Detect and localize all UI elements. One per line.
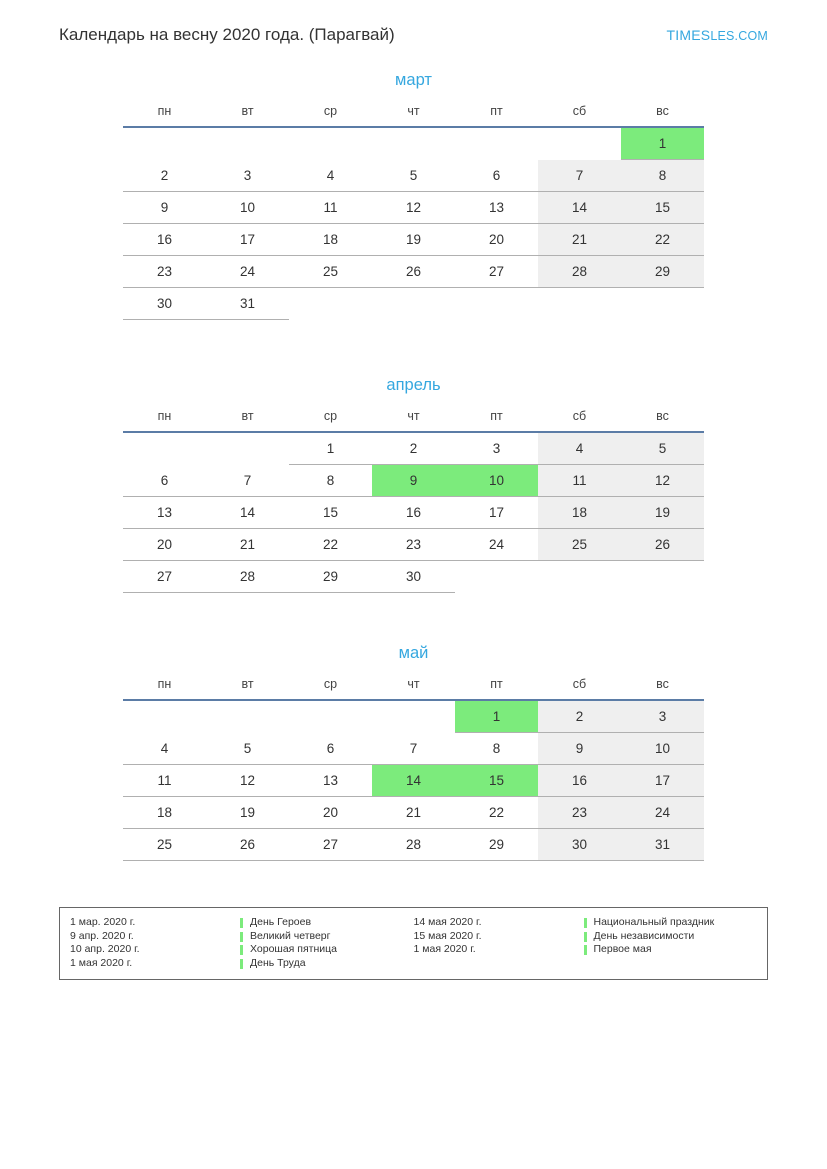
- day-cell-empty: [372, 127, 455, 160]
- day-cell[interactable]: 7: [372, 733, 455, 765]
- day-cell[interactable]: 19: [372, 224, 455, 256]
- day-cell-holiday[interactable]: 15: [455, 765, 538, 797]
- day-cell[interactable]: 24: [621, 797, 704, 829]
- week-row: [123, 256, 704, 288]
- day-cell-empty: [372, 288, 455, 320]
- day-cell[interactable]: 29: [289, 561, 372, 593]
- day-cell[interactable]: 28: [372, 829, 455, 861]
- weekday-header: чт: [372, 99, 455, 127]
- day-cell[interactable]: 9: [123, 192, 206, 224]
- day-cell[interactable]: 23: [123, 256, 206, 288]
- day-cell[interactable]: 21: [206, 529, 289, 561]
- legend-holiday-name: Первое мая: [584, 943, 758, 957]
- legend-date: 1 мар. 2020 г.: [70, 916, 136, 928]
- weekday-header: пт: [455, 404, 538, 432]
- week-row: [123, 160, 704, 192]
- day-cell[interactable]: 16: [372, 497, 455, 529]
- day-cell[interactable]: 11: [123, 765, 206, 797]
- day-cell[interactable]: 13: [123, 497, 206, 529]
- day-cell[interactable]: 8: [289, 465, 372, 497]
- day-cell-empty: [206, 432, 289, 465]
- day-cell-empty: [455, 127, 538, 160]
- weekday-header: вт: [206, 99, 289, 127]
- day-cell[interactable]: 22: [289, 529, 372, 561]
- weekday-header: пн: [123, 404, 206, 432]
- day-cell[interactable]: 4: [538, 432, 621, 465]
- brand-les: LES.COM: [710, 29, 768, 43]
- month-block: [123, 71, 704, 320]
- legend-holiday-name: День Труда: [240, 957, 414, 971]
- legend-column: [414, 916, 758, 970]
- day-cell-empty: [372, 700, 455, 733]
- day-cell-empty: [455, 288, 538, 320]
- day-cell[interactable]: 7: [206, 465, 289, 497]
- day-cell[interactable]: 10: [621, 733, 704, 765]
- week-row: [123, 192, 704, 224]
- month-title: май: [398, 644, 429, 662]
- weekday-header: сб: [538, 672, 621, 700]
- day-cell-empty: [206, 700, 289, 733]
- day-cell-empty: [289, 127, 372, 160]
- weekday-header: пн: [123, 99, 206, 127]
- week-row: [123, 465, 704, 497]
- legend-date: 15 мая 2020 г.: [413, 929, 482, 942]
- day-cell-empty: [538, 561, 621, 593]
- legend-date: 1 мая 2020 г.: [70, 956, 133, 969]
- day-cell[interactable]: 3: [455, 432, 538, 465]
- day-cell[interactable]: 19: [206, 797, 289, 829]
- legend-box: [59, 907, 768, 980]
- day-cell[interactable]: 13: [455, 192, 538, 224]
- week-row: [123, 432, 704, 465]
- day-cell[interactable]: 7: [538, 160, 621, 192]
- day-cell[interactable]: 19: [621, 497, 704, 529]
- day-cell[interactable]: 14: [206, 497, 289, 529]
- day-cell-empty: [123, 432, 206, 465]
- legend-column: [70, 916, 414, 970]
- month-block: [123, 376, 704, 593]
- week-row: [123, 829, 704, 861]
- day-cell[interactable]: 3: [206, 160, 289, 192]
- day-cell[interactable]: 28: [206, 561, 289, 593]
- day-cell[interactable]: 26: [372, 256, 455, 288]
- legend-holiday-name: Национальный праздник: [584, 916, 758, 930]
- week-row: [123, 288, 704, 320]
- weekday-header-row: [123, 672, 704, 700]
- day-cell[interactable]: 23: [538, 797, 621, 829]
- day-cell-empty: [289, 288, 372, 320]
- legend-date: 10 апр. 2020 г.: [70, 943, 140, 955]
- weekday-header: чт: [372, 404, 455, 432]
- day-cell[interactable]: 28: [538, 256, 621, 288]
- month-title: март: [395, 71, 432, 89]
- legend-holiday-name: День Героев: [240, 916, 414, 930]
- day-cell[interactable]: 20: [455, 224, 538, 256]
- legend-date: 9 апр. 2020 г.: [70, 929, 134, 942]
- day-cell[interactable]: 2: [372, 432, 455, 465]
- day-cell-empty: [123, 127, 206, 160]
- day-cell-holiday[interactable]: 9: [372, 465, 455, 497]
- day-cell-holiday[interactable]: 14: [372, 765, 455, 797]
- day-cell[interactable]: 26: [621, 529, 704, 561]
- day-cell[interactable]: 14: [538, 192, 621, 224]
- day-cell-empty: [538, 288, 621, 320]
- day-cell[interactable]: 2: [538, 700, 621, 733]
- day-cell[interactable]: 12: [206, 765, 289, 797]
- day-cell[interactable]: 18: [538, 497, 621, 529]
- day-cell[interactable]: 16: [123, 224, 206, 256]
- weekday-header: вт: [206, 672, 289, 700]
- weekday-header: пт: [455, 99, 538, 127]
- week-row: [123, 561, 704, 593]
- day-cell[interactable]: 18: [123, 797, 206, 829]
- day-cell[interactable]: 21: [538, 224, 621, 256]
- day-cell[interactable]: 26: [206, 829, 289, 861]
- day-cell[interactable]: 16: [538, 765, 621, 797]
- weekday-header: чт: [372, 672, 455, 700]
- week-row: [123, 700, 704, 733]
- month-grid: [123, 404, 704, 593]
- month-title: апрель: [386, 376, 441, 394]
- legend-dates-column: [70, 916, 240, 970]
- day-cell[interactable]: 2: [123, 160, 206, 192]
- day-cell-empty: [621, 561, 704, 593]
- week-row: [123, 127, 704, 160]
- day-cell-holiday[interactable]: 1: [621, 127, 704, 160]
- day-cell[interactable]: 22: [455, 797, 538, 829]
- day-cell[interactable]: 5: [621, 432, 704, 465]
- day-cell[interactable]: 30: [372, 561, 455, 593]
- legend-date: 1 мая 2020 г.: [413, 943, 476, 955]
- day-cell[interactable]: 11: [538, 465, 621, 497]
- day-cell[interactable]: 12: [621, 465, 704, 497]
- site-brand[interactable]: [667, 18, 768, 53]
- day-cell[interactable]: 15: [621, 192, 704, 224]
- day-cell[interactable]: 20: [123, 529, 206, 561]
- week-row: [123, 529, 704, 561]
- day-cell[interactable]: 24: [206, 256, 289, 288]
- month-grid: [123, 672, 704, 861]
- weekday-header: сб: [538, 99, 621, 127]
- day-cell[interactable]: 29: [455, 829, 538, 861]
- day-cell[interactable]: 3: [621, 700, 704, 733]
- month-grid: [123, 99, 704, 320]
- day-cell[interactable]: 4: [289, 160, 372, 192]
- day-cell-empty: [206, 127, 289, 160]
- day-cell[interactable]: 27: [455, 256, 538, 288]
- day-cell[interactable]: 20: [289, 797, 372, 829]
- weekday-header: вс: [621, 404, 704, 432]
- day-cell[interactable]: 5: [206, 733, 289, 765]
- day-cell[interactable]: 6: [123, 465, 206, 497]
- weekday-header-row: [123, 99, 704, 127]
- day-cell-empty: [538, 127, 621, 160]
- day-cell-empty: [621, 288, 704, 320]
- day-cell[interactable]: 11: [289, 192, 372, 224]
- day-cell[interactable]: 5: [372, 160, 455, 192]
- day-cell[interactable]: 17: [621, 765, 704, 797]
- weekday-header: ср: [289, 404, 372, 432]
- legend-holiday-name: День независимости: [584, 930, 758, 944]
- day-cell-holiday[interactable]: 1: [455, 700, 538, 733]
- day-cell[interactable]: 30: [538, 829, 621, 861]
- day-cell[interactable]: 4: [123, 733, 206, 765]
- day-cell[interactable]: 17: [206, 224, 289, 256]
- day-cell[interactable]: 6: [455, 160, 538, 192]
- legend-dates-column: [414, 916, 584, 970]
- day-cell[interactable]: 8: [455, 733, 538, 765]
- page-header: [0, 18, 827, 52]
- day-cell[interactable]: 27: [123, 561, 206, 593]
- weekday-header: вт: [206, 404, 289, 432]
- weekday-header: ср: [289, 99, 372, 127]
- weekday-header: вс: [621, 672, 704, 700]
- day-cell[interactable]: 24: [455, 529, 538, 561]
- legend-names-column: [584, 916, 758, 970]
- day-cell[interactable]: 9: [538, 733, 621, 765]
- legend-names-column: [240, 916, 414, 970]
- day-cell[interactable]: 8: [621, 160, 704, 192]
- weekday-header: вс: [621, 99, 704, 127]
- day-cell[interactable]: 31: [206, 288, 289, 320]
- day-cell[interactable]: 30: [123, 288, 206, 320]
- day-cell[interactable]: 25: [289, 256, 372, 288]
- day-cell-empty: [455, 561, 538, 593]
- week-row: [123, 497, 704, 529]
- week-row: [123, 765, 704, 797]
- month-block: [123, 644, 704, 861]
- weekday-header: ср: [289, 672, 372, 700]
- day-cell[interactable]: 21: [372, 797, 455, 829]
- day-cell[interactable]: 6: [289, 733, 372, 765]
- day-cell-holiday[interactable]: 10: [455, 465, 538, 497]
- brand-times: TIMES: [666, 27, 711, 43]
- day-cell[interactable]: 23: [372, 529, 455, 561]
- day-cell[interactable]: 10: [206, 192, 289, 224]
- day-cell[interactable]: 1: [289, 432, 372, 465]
- day-cell[interactable]: 18: [289, 224, 372, 256]
- day-cell-empty: [289, 700, 372, 733]
- weekday-header-row: [123, 404, 704, 432]
- day-cell[interactable]: 13: [289, 765, 372, 797]
- legend-date: 14 мая 2020 г.: [413, 916, 482, 928]
- weekday-header: пн: [123, 672, 206, 700]
- weekday-header: пт: [455, 672, 538, 700]
- day-cell[interactable]: 22: [621, 224, 704, 256]
- page-title: Календарь на весну 2020 года. (Парагвай): [59, 25, 395, 44]
- week-row: [123, 797, 704, 829]
- weekday-header: сб: [538, 404, 621, 432]
- day-cell[interactable]: 12: [372, 192, 455, 224]
- day-cell[interactable]: 27: [289, 829, 372, 861]
- day-cell[interactable]: 15: [289, 497, 372, 529]
- week-row: [123, 224, 704, 256]
- week-row: [123, 733, 704, 765]
- day-cell[interactable]: 29: [621, 256, 704, 288]
- day-cell-empty: [123, 700, 206, 733]
- legend-holiday-name: Хорошая пятница: [240, 943, 414, 957]
- day-cell[interactable]: 17: [455, 497, 538, 529]
- day-cell[interactable]: 25: [123, 829, 206, 861]
- legend-holiday-name: Великий четверг: [240, 930, 414, 944]
- day-cell[interactable]: 31: [621, 829, 704, 861]
- day-cell[interactable]: 25: [538, 529, 621, 561]
